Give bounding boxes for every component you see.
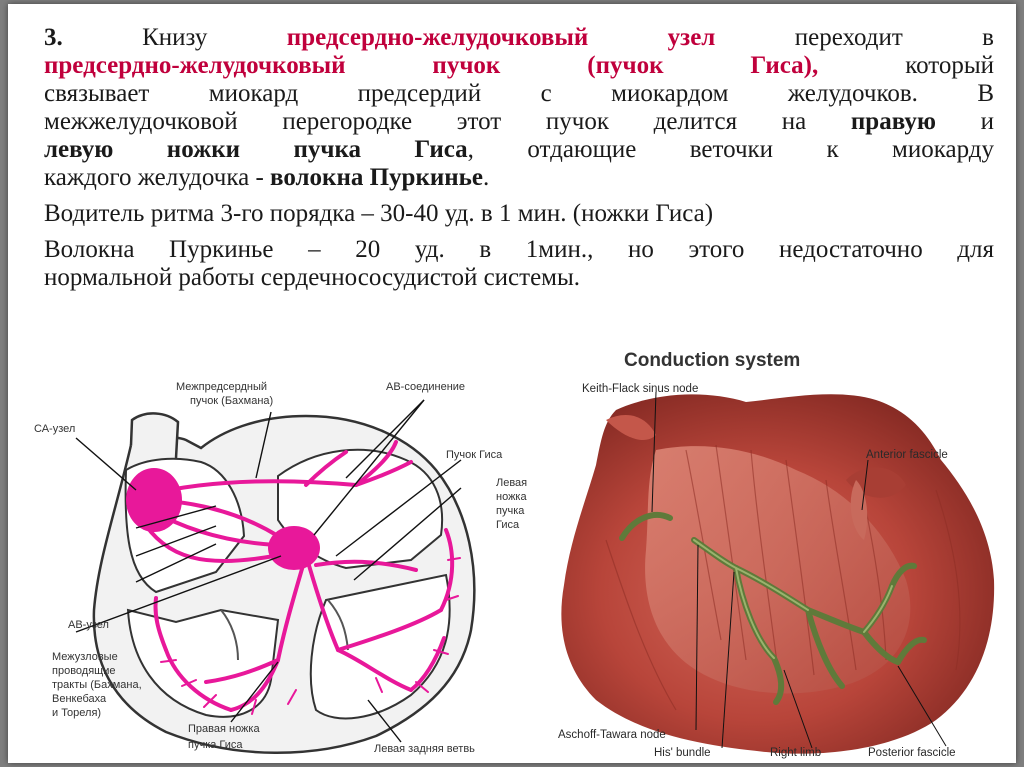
conduction-illustration-figure bbox=[546, 340, 1008, 763]
his-bundle-term: предсердно-желудочковый пучок (пучок Гиса), bbox=[44, 52, 819, 79]
label-right-limb: Right limb bbox=[770, 747, 822, 759]
av-node-shape bbox=[268, 526, 320, 570]
label-av-junction: АВ-соединение bbox=[386, 381, 466, 393]
label-his-bundle: Пучок Гиса bbox=[446, 449, 503, 461]
av-node-term: предсердно-желудочковый узел bbox=[286, 24, 716, 51]
right-branch-term: правую bbox=[850, 108, 936, 135]
label-bachmann-2: пучок (Бахмана) bbox=[190, 395, 274, 407]
label-left-branch-1: Левая bbox=[496, 477, 528, 489]
label-left-branch-4: Гиса bbox=[496, 519, 520, 531]
label-internodal-3: тракты (Бахмана, bbox=[52, 679, 142, 691]
label-left-branch-2: ножка bbox=[496, 491, 527, 503]
conduction-schematic-figure bbox=[16, 360, 541, 760]
paragraph-3: Волокна Пуркинье – 20 уд. в 1мин., но этого недостаточно для нормальной работы сердечнососудистой системы. bbox=[44, 236, 994, 291]
label-bachmann-1: Межпредсердный bbox=[176, 381, 268, 393]
paragraph-1: 3. Книзу предсердно-желудочковый узел переходит в предсердно-желудочковый пучок (пучок Гиса), который связывает миокард предсердий с миокардом желудочков. В межжелудочковой перегородке этот пучок делится на правую и левую ножки пучка Гиса, отдающие веточки к миокарду каждого желудочка - волокна Пуркинье. bbox=[44, 24, 995, 191]
slide bbox=[8, 4, 1016, 763]
label-anterior-fascicle: Anterior fascicle bbox=[866, 449, 948, 461]
label-internodal-4: Венкебаха bbox=[52, 693, 107, 705]
label-his-bundle-en: His' bundle bbox=[654, 747, 711, 759]
paragraph-2: Водитель ритма 3-го порядка – 30-40 уд. в 1 мин. (ножки Гиса) bbox=[44, 200, 714, 227]
label-left-posterior: Левая задняя ветвь bbox=[374, 743, 475, 755]
left-branch-term: левую ножки пучка Гиса bbox=[44, 136, 468, 163]
figure-title: Conduction system bbox=[624, 350, 801, 371]
label-posterior-fascicle: Posterior fascicle bbox=[868, 747, 956, 759]
text-block bbox=[44, 24, 994, 292]
label-internodal-2: проводящие bbox=[52, 665, 116, 677]
label-left-branch-3: пучка bbox=[496, 505, 525, 517]
label-right-branch-1: Правая ножка bbox=[188, 723, 260, 735]
purkinje-term: волокна Пуркинье bbox=[270, 164, 483, 191]
label-internodal-5: и Тореля) bbox=[52, 707, 102, 719]
label-internodal-1: Межузловые bbox=[52, 651, 118, 663]
item-number: 3. bbox=[44, 24, 63, 51]
label-av-node: АВ-узел bbox=[68, 619, 109, 631]
label-aschoff-tawara: Aschoff-Tawara node bbox=[558, 729, 666, 741]
label-sa-node: СА-узел bbox=[34, 423, 76, 435]
label-sinus-node: Keith-Flack sinus node bbox=[582, 383, 699, 395]
label-right-branch-2: пучка Гиса bbox=[188, 739, 243, 751]
